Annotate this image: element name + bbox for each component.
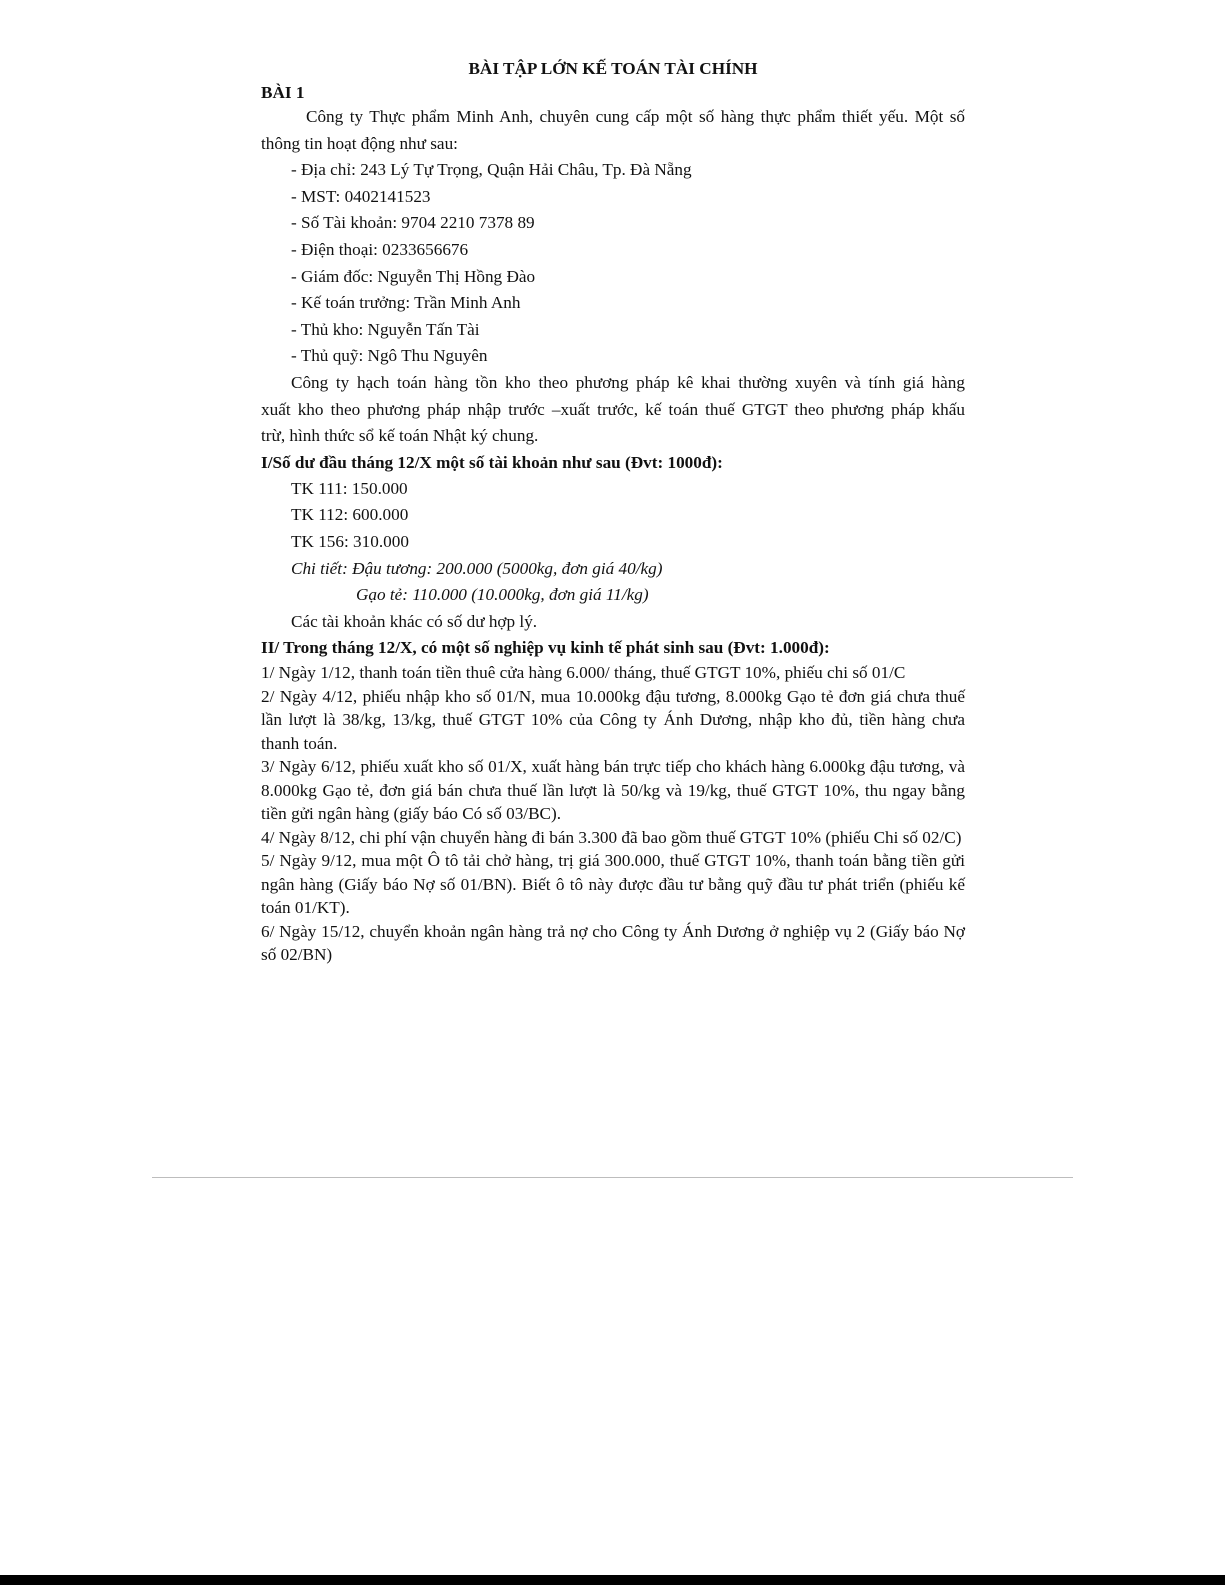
method-line-2: xuất kho theo phương pháp nhập trước –xuất trước, kế toán thuế GTGT theo phương pháp khấu [261, 399, 965, 419]
info-warehouse-keeper: - Thủ kho: Nguyễn Tấn Tài [291, 319, 480, 339]
info-bank-account: - Số Tài khoản: 9704 2210 7378 89 [291, 213, 535, 233]
transaction-item: 5/ Ngày 9/12, mua một Ô tô tải chở hàng, trị giá 300.000, thuế GTGT 10%, thanh toán bằng tiền gửi ngân hàng (Giấy báo Nợ số 01/BN). Biết ô tô này được đầu tư bằng quỹ đầu tư phát triển (phiếu kế toán 01/KT). [261, 851, 965, 918]
section-1-title: I/Số dư đầu tháng 12/X một số tài khoản như sau (Đvt: 1000đ): [261, 452, 723, 472]
info-address: - Địa chỉ: 243 Lý Tự Trọng, Quận Hải Châu, Tp. Đà Nẵng [291, 160, 692, 180]
page-divider [152, 1177, 1073, 1178]
method-line-1: Công ty hạch toán hàng tồn kho theo phương pháp kê khai thường xuyên và tính giá hàng [291, 372, 965, 392]
info-cashier: - Thủ quỹ: Ngô Thu Nguyên [291, 346, 488, 366]
transaction-item: 3/ Ngày 6/12, phiếu xuất kho số 01/X, xuất hàng bán trực tiếp cho khách hàng 6.000kg đậu tương, và 8.000kg Gạo tẻ, đơn giá bán chưa thuế lần lượt là 50/kg và 19/kg, thuế GTGT 10%, thu ngay bằng tiền gửi ngân hàng (giấy báo Có số 03/BC). [261, 757, 965, 824]
document-body [261, 57, 965, 967]
transaction-item: 6/ Ngày 15/12, chuyển khoản ngân hàng trả nợ cho Công ty Ánh Dương ở nghiệp vụ 2 (Giấy báo Nợ số 02/BN) [261, 921, 965, 965]
exercise-heading: BÀI 1 [261, 83, 305, 102]
transaction-item: 4/ Ngày 8/12, chi phí vận chuyển hàng đi bán 3.300 đã bao gồm thuế GTGT 10% (phiếu Chi số 02/C) [261, 827, 962, 847]
transaction-item: 1/ Ngày 1/12, thanh toán tiền thuê cửa hàng 6.000/ tháng, thuế GTGT 10%, phiếu chi số 01/C [261, 663, 906, 683]
section-2-title: II/ Trong tháng 12/X, có một số nghiệp vụ kinh tế phát sinh sau (Đvt: 1.000đ): [261, 638, 830, 658]
document-title: BÀI TẬP LỚN KẾ TOÁN TÀI CHÍNH [468, 59, 758, 78]
method-line-3: trừ, hình thức sổ kế toán Nhật ký chung. [261, 426, 539, 446]
balance-detail-rice: Gạo tẻ: 110.000 (10.000kg, đơn giá 11/kg) [356, 585, 649, 605]
balance-tk156: TK 156: 310.000 [291, 531, 409, 551]
balance-detail-soybean: Chi tiết: Đậu tương: 200.000 (5000kg, đơn giá 40/kg) [291, 558, 663, 578]
other-accounts-note: Các tài khoản khác có số dư hợp lý. [291, 611, 538, 631]
balance-tk112: TK 112: 600.000 [291, 505, 409, 525]
intro-line-2: thông tin hoạt động như sau: [261, 133, 458, 153]
transaction-item: 2/ Ngày 4/12, phiếu nhập kho số 01/N, mua 10.000kg đậu tương, 8.000kg Gạo tẻ đơn giá chưa thuế lần lượt là 38/kg, 13/kg, thuế GTGT 10% của Công ty Ánh Dương, nhập kho đủ, tiền hàng chưa thanh toán. [261, 686, 965, 753]
info-chief-accountant: - Kế toán trưởng: Trần Minh Anh [291, 293, 521, 313]
intro-line-1: Công ty Thực phẩm Minh Anh, chuyên cung cấp một số hàng thực phẩm thiết yếu. Một số [306, 107, 965, 126]
balance-tk111: TK 111: 150.000 [291, 478, 408, 498]
info-director: - Giám đốc: Nguyễn Thị Hồng Đào [291, 266, 536, 286]
info-tax-code: - MST: 0402141523 [291, 186, 431, 206]
company-info-list [261, 157, 965, 370]
info-phone: - Điện thoại: 0233656676 [291, 239, 469, 259]
bottom-edge-bar [0, 1575, 1225, 1585]
